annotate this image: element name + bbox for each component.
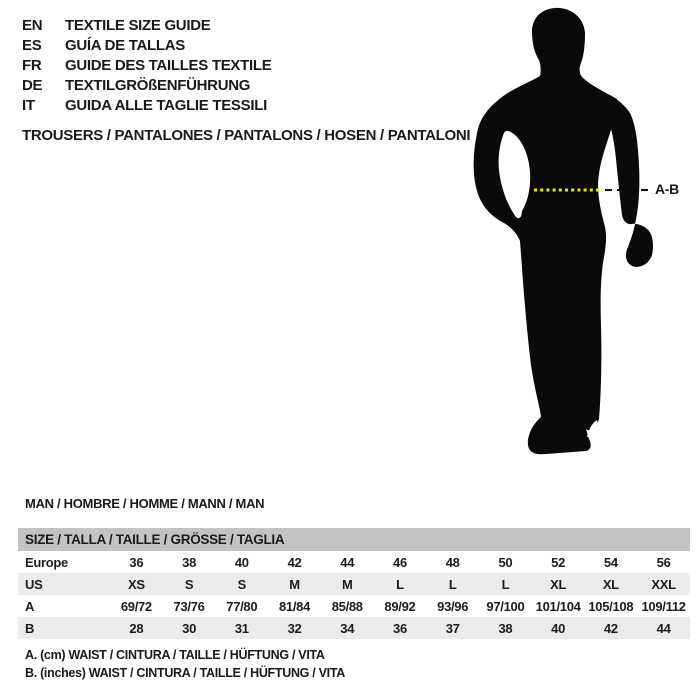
size-cell: 32 xyxy=(268,617,321,639)
size-cell: 28 xyxy=(110,617,163,639)
size-cell: 56 xyxy=(656,554,671,570)
language-row xyxy=(22,36,271,56)
row-label: A xyxy=(25,598,35,614)
footnote-b: B. (inches) WAIST / CINTURA / TAILLE / HÜFTUNG / VITA xyxy=(25,666,345,680)
size-cell: 101/104 xyxy=(535,598,581,614)
language-code: DE xyxy=(22,77,43,94)
size-cell: 81/84 xyxy=(278,598,311,614)
size-cell: 38 xyxy=(182,554,197,570)
size-cell: 77/80 xyxy=(226,598,258,614)
size-cell: 109/112 xyxy=(641,598,686,614)
size-cell: XL xyxy=(532,573,585,595)
row-label: Europe xyxy=(25,554,68,570)
size-table xyxy=(18,528,690,639)
man-silhouette xyxy=(460,5,700,465)
size-cell: S xyxy=(215,573,268,595)
size-cell: 42 xyxy=(287,554,302,570)
size-cell: 42 xyxy=(584,617,637,639)
size-cell: 31 xyxy=(215,617,268,639)
size-cell: XS xyxy=(110,573,163,595)
size-cell: 97/100 xyxy=(486,598,525,614)
footnotes xyxy=(25,646,345,682)
size-cell: 93/96 xyxy=(437,598,469,614)
size-cell: 73/76 xyxy=(173,598,205,614)
size-cell: L xyxy=(479,573,532,595)
size-cell: 40 xyxy=(234,554,249,570)
language-row xyxy=(22,56,271,76)
size-cell: 89/92 xyxy=(384,598,416,614)
size-cell: 52 xyxy=(551,554,566,570)
size-cell: 38 xyxy=(479,617,532,639)
size-cell: 36 xyxy=(374,617,427,639)
size-cell: 44 xyxy=(637,617,690,639)
size-cell: 44 xyxy=(340,554,355,570)
size-cell: L xyxy=(374,573,427,595)
size-cell: 30 xyxy=(163,617,216,639)
waist-measure-label: A-B xyxy=(655,181,679,197)
size-cell: 34 xyxy=(321,617,374,639)
footnote-a: A. (cm) WAIST / CINTURA / TAILLE / HÜFTUNG / VITA xyxy=(25,648,325,662)
language-row xyxy=(22,16,271,36)
size-cell: L xyxy=(426,573,479,595)
size-cell: M xyxy=(268,573,321,595)
man-silhouette-svg xyxy=(460,5,700,465)
size-cell: S xyxy=(163,573,216,595)
size-cell: 50 xyxy=(498,554,513,570)
language-label: GUIDE DES TAILLES TEXTILE xyxy=(65,57,272,74)
category-title: TROUSERS / PANTALONES / PANTALONS / HOSEN / PANTALONI xyxy=(22,127,471,144)
size-cell: M xyxy=(321,573,374,595)
language-code: ES xyxy=(22,37,42,54)
size-cell: 36 xyxy=(129,554,144,570)
language-code: EN xyxy=(22,17,43,34)
language-label: GUIDA ALLE TAGLIE TESSILI xyxy=(65,97,267,114)
size-cell: 40 xyxy=(532,617,585,639)
language-code: FR xyxy=(22,57,42,74)
table-row-us xyxy=(18,573,690,595)
table-row-europe xyxy=(18,551,690,573)
size-table-header-row xyxy=(18,528,690,551)
size-cell: 69/72 xyxy=(120,598,152,614)
size-cell: 37 xyxy=(426,617,479,639)
language-list xyxy=(22,16,271,116)
size-cell: 54 xyxy=(603,554,618,570)
language-label: TEXTILE SIZE GUIDE xyxy=(65,17,211,34)
size-table-header: SIZE / TALLA / TAILLE / GRÖSSE / TAGLIA xyxy=(18,528,690,551)
language-row xyxy=(22,96,271,116)
language-code: IT xyxy=(22,97,35,114)
row-label: US xyxy=(18,573,110,595)
table-row-a-cm xyxy=(18,595,690,617)
table-row-b-inches xyxy=(18,617,690,639)
size-cell: 105/108 xyxy=(588,598,634,614)
language-label: GUÍA DE TALLAS xyxy=(65,37,185,54)
size-cell: 46 xyxy=(393,554,407,570)
size-cell: XL xyxy=(584,573,637,595)
language-row xyxy=(22,76,271,96)
size-cell: 85/88 xyxy=(331,598,363,614)
size-cell: XXL xyxy=(637,573,690,595)
gender-title: MAN / HOMBRE / HOMME / MANN / MAN xyxy=(25,496,265,511)
language-label: TEXTILGRÖßENFÜHRUNG xyxy=(65,77,251,94)
row-label: B xyxy=(18,617,110,639)
size-cell: 48 xyxy=(445,554,460,570)
